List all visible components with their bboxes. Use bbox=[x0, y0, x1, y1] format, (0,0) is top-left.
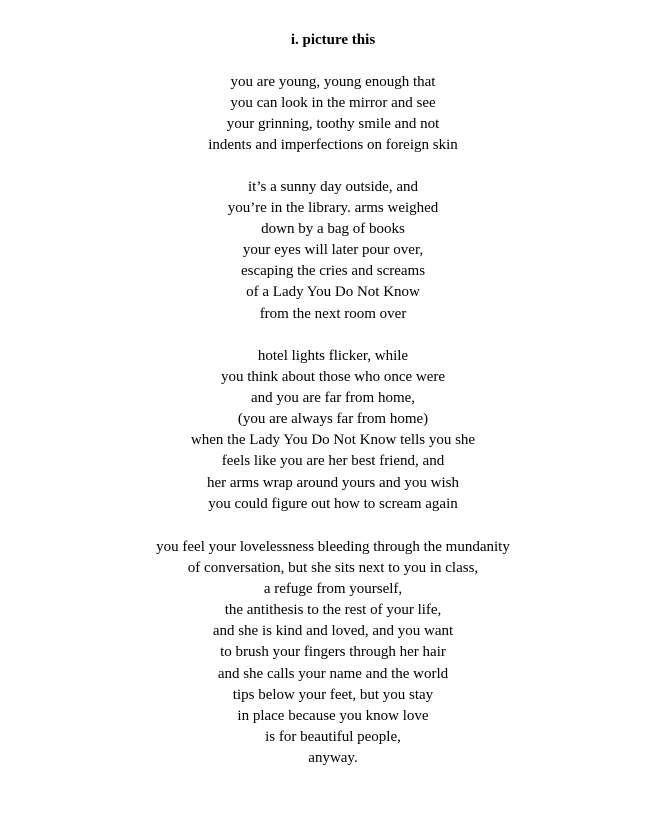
poem-line: anyway. bbox=[308, 749, 358, 766]
poem-line: her arms wrap around yours and you wish bbox=[206, 474, 460, 491]
poem-line: you could figure out how to scream again bbox=[208, 495, 458, 512]
poem-line: of a Lady You Do Not Know bbox=[246, 284, 420, 301]
poem-line: of conversation, but she sits next to you in class, bbox=[187, 560, 479, 577]
stanza-1 bbox=[0, 72, 660, 156]
poem-line: indents and imperfections on foreign skin bbox=[208, 137, 458, 154]
poem-line: it’s a sunny day outside, and bbox=[248, 179, 418, 195]
poem-line: you’re in the library. arms weighed bbox=[227, 200, 439, 217]
stanza-2 bbox=[0, 177, 660, 325]
stanza-3 bbox=[0, 346, 660, 515]
poem-line: from the next room over bbox=[259, 305, 407, 322]
poem-line: you think about those who once were bbox=[220, 369, 446, 386]
poem-line: is for beautiful people, bbox=[265, 728, 401, 745]
poem-line: in place because you know love bbox=[237, 707, 429, 724]
poem-line: you can look in the mirror and see bbox=[230, 95, 436, 112]
poem-line: and you are far from home, bbox=[250, 390, 416, 407]
poem-line: you are young, young enough that bbox=[230, 74, 436, 90]
poem-line: to brush your fingers through her hair bbox=[220, 644, 446, 661]
poem-line: you feel your lovelessness bleeding through the mundanity bbox=[156, 539, 510, 555]
poem-line: a refuge from yourself, bbox=[263, 581, 403, 598]
poem-line: and she is kind and loved, and you want bbox=[212, 623, 454, 640]
poem-line: and she calls your name and the world bbox=[217, 665, 449, 682]
poem-title: i. picture this bbox=[290, 32, 376, 48]
poem-line: (you are always far from home) bbox=[237, 411, 429, 428]
poem-line: feels like you are her best friend, and bbox=[221, 453, 445, 470]
poem-line: your eyes will later pour over, bbox=[242, 242, 424, 259]
poem-line: when the Lady You Do Not Know tells you she bbox=[190, 432, 476, 449]
poem-line: down by a bag of books bbox=[261, 221, 405, 238]
poem-line: the antithesis to the rest of your life, bbox=[224, 602, 442, 619]
poem-line: hotel lights flicker, while bbox=[257, 348, 409, 364]
poem-line: escaping the cries and screams bbox=[240, 263, 426, 280]
stanza-4 bbox=[0, 537, 660, 769]
poem-line: tips below your feet, but you stay bbox=[232, 686, 434, 703]
poem-line: your grinning, toothy smile and not bbox=[226, 116, 440, 133]
